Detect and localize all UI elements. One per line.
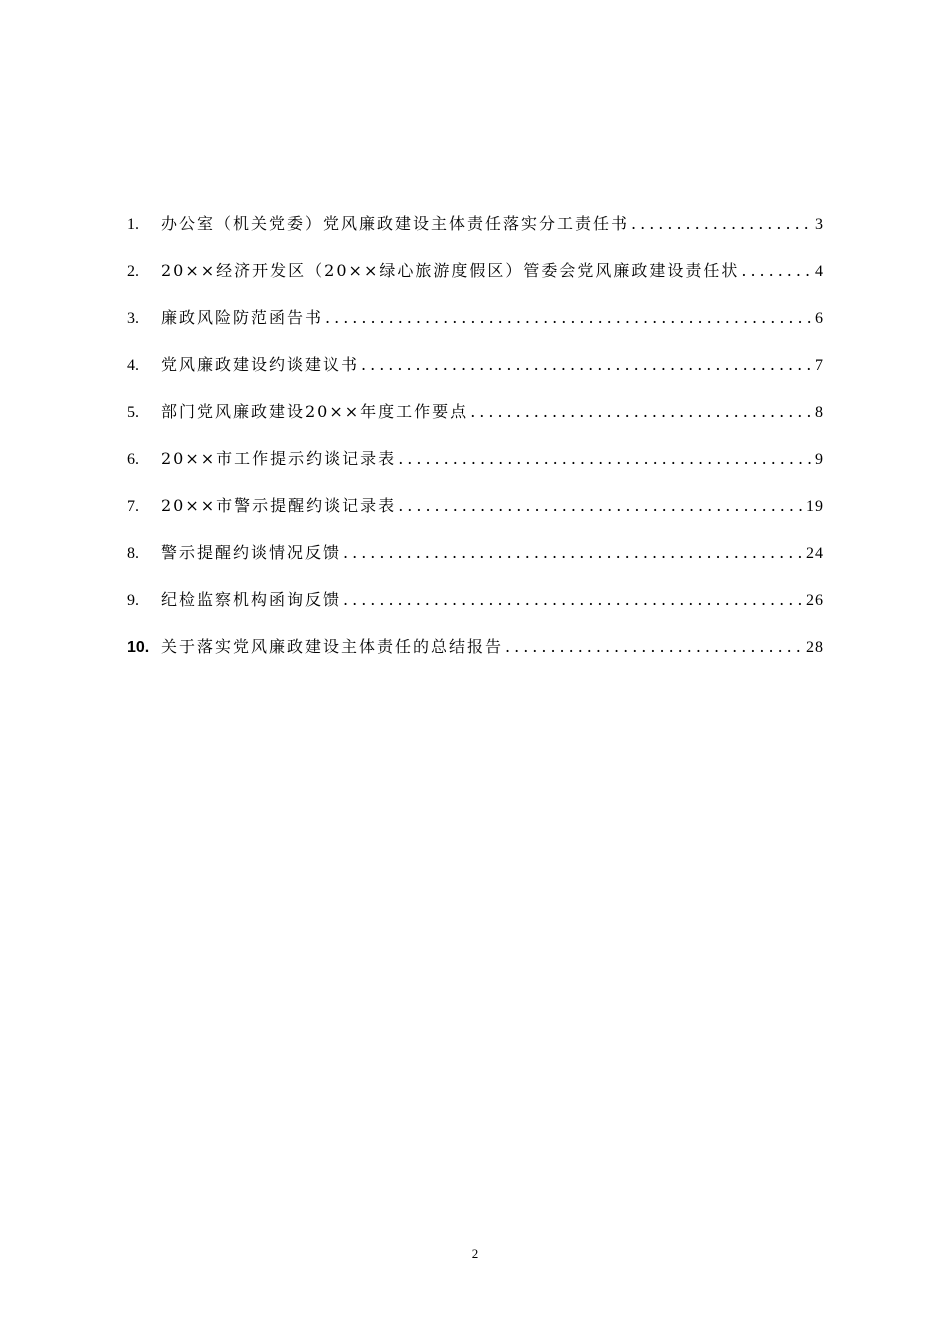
toc-entry-page: 24: [806, 545, 824, 562]
toc-entry-number: 9.: [127, 592, 139, 609]
toc-entry-page: 4: [815, 263, 824, 280]
toc-dot-leader: [398, 492, 804, 520]
toc-dot-leader: [631, 210, 813, 238]
toc-entry-title: 警示提醒约谈情况反馈: [161, 543, 342, 562]
toc-dot-leader: [470, 398, 813, 426]
toc-entry-page: 26: [806, 592, 824, 609]
toc-dot-leader: [505, 633, 804, 661]
toc-entry-number: 7.: [127, 498, 139, 515]
toc-entry-title: 部门党风廉政建设20××年度工作要点: [161, 402, 469, 421]
toc-entry-page: 28: [806, 639, 824, 656]
toc-entry-page: 7: [815, 357, 824, 374]
toc-entry-number: 10.: [127, 639, 150, 656]
toc-entry-page: 9: [815, 451, 824, 468]
toc-entry-title: 党风廉政建设约谈建议书: [161, 355, 360, 374]
toc-entry-number: 4.: [127, 357, 139, 374]
toc-entry-number: 2.: [127, 263, 139, 280]
page-number: 2: [471, 1246, 479, 1261]
table-of-contents: [127, 210, 824, 680]
toc-entry-title: 20××市工作提示约谈记录表: [161, 449, 397, 468]
toc-entry[interactable]: [127, 210, 824, 257]
toc-entry-number: 3.: [127, 310, 139, 327]
toc-entry-title: 20××经济开发区（20××绿心旅游度假区）管委会党风廉政建设责任状: [161, 261, 740, 280]
toc-entry[interactable]: [127, 304, 824, 351]
toc-entry[interactable]: [127, 539, 824, 586]
toc-entry-page: 6: [815, 310, 824, 327]
toc-entry[interactable]: [127, 257, 824, 304]
toc-entry[interactable]: [127, 586, 824, 633]
toc-entry[interactable]: [127, 398, 824, 445]
toc-dot-leader: [398, 445, 813, 473]
toc-entry-title: 办公室（机关党委）党风廉政建设主体责任落实分工责任书: [161, 214, 630, 233]
toc-entry-number: 8.: [127, 545, 139, 562]
toc-dot-leader: [325, 304, 813, 332]
toc-dot-leader: [343, 539, 804, 567]
toc-dot-leader: [361, 351, 813, 379]
toc-entry-number: 5.: [127, 404, 139, 421]
toc-entry[interactable]: [127, 633, 824, 680]
toc-entry-title: 纪检监察机构函询反馈: [161, 590, 342, 609]
toc-entry-title: 20××市警示提醒约谈记录表: [161, 496, 397, 515]
toc-dot-leader: [741, 257, 813, 285]
toc-entry-page: 3: [815, 216, 824, 233]
toc-entry-page: 19: [806, 498, 824, 515]
toc-entry-page: 8: [815, 404, 824, 421]
toc-entry-title: 廉政风险防范函告书: [161, 308, 324, 327]
toc-entry-number: 6.: [127, 451, 139, 468]
toc-entry-title: 关于落实党风廉政建设主体责任的总结报告: [161, 637, 504, 656]
toc-entry[interactable]: [127, 492, 824, 539]
toc-entry[interactable]: [127, 351, 824, 398]
toc-entry[interactable]: [127, 445, 824, 492]
toc-entry-number: 1.: [127, 216, 139, 233]
toc-dot-leader: [343, 586, 804, 614]
